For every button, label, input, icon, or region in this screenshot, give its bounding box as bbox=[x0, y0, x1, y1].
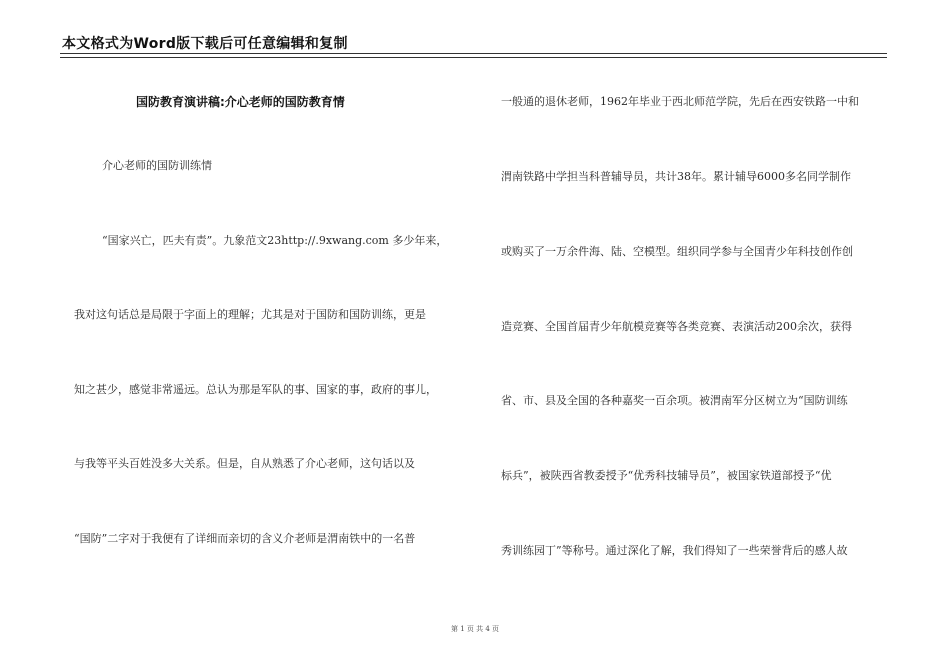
left-line-2: “国家兴亡，匹夫有责”。九象范文23http://.9xwang.com 多少年来， bbox=[102, 234, 448, 247]
right-line-5: 省、市、县及全国的各种嘉奖一百余项。被渭南军分区树立为“国防训练 bbox=[501, 394, 848, 407]
left-line-5: 与我等平头百姓没多大关系。但是，自从熟悉了介心老师，这句话以及 bbox=[74, 457, 415, 470]
right-line-1: 一般通的退休老师，1962年毕业于西北师范学院，先后在西安铁路一中和 bbox=[501, 95, 859, 108]
left-line-1: 介心老师的国防训练情 bbox=[102, 159, 212, 172]
left-line-3: 我对这句话总是局限于字面上的理解；尤其是对于国防和国防训练，更是 bbox=[74, 308, 426, 321]
download-note: 本文格式为Word版下载后可任意编辑和复制 bbox=[62, 36, 348, 52]
header-rule-top bbox=[60, 53, 887, 54]
right-line-4: 造竞赛、全国首届青少年航模竞赛等各类竞赛、表演活动200余次，获得 bbox=[501, 320, 852, 333]
document-title: 国防教育演讲稿:介心老师的国防教育情 bbox=[136, 95, 345, 109]
header-rule-bottom bbox=[60, 57, 887, 58]
right-line-2: 渭南铁路中学担当科普辅导员，共计38年。累计辅导6000多名同学制作 bbox=[501, 170, 851, 183]
right-line-3: 或购买了一万余件海、陆、空模型。组织同学参与全国青少年科技创作创 bbox=[501, 245, 853, 258]
left-line-4: 知之甚少，感觉非常遥远。总认为那是军队的事、国家的事，政府的事儿， bbox=[74, 383, 437, 396]
right-line-6: 标兵”，被陕西省教委授予“优秀科技辅导员”，被国家铁道部授予“优 bbox=[501, 469, 832, 482]
right-line-7: 秀训练园丁”等称号。通过深化了解，我们得知了一些荣誉背后的感人故 bbox=[501, 544, 848, 557]
left-line-6: “国防”二字对于我便有了详细而亲切的含义介老师是渭南铁中的一名普 bbox=[74, 532, 416, 545]
page-number: 第 1 页 共 4 页 bbox=[450, 625, 500, 633]
